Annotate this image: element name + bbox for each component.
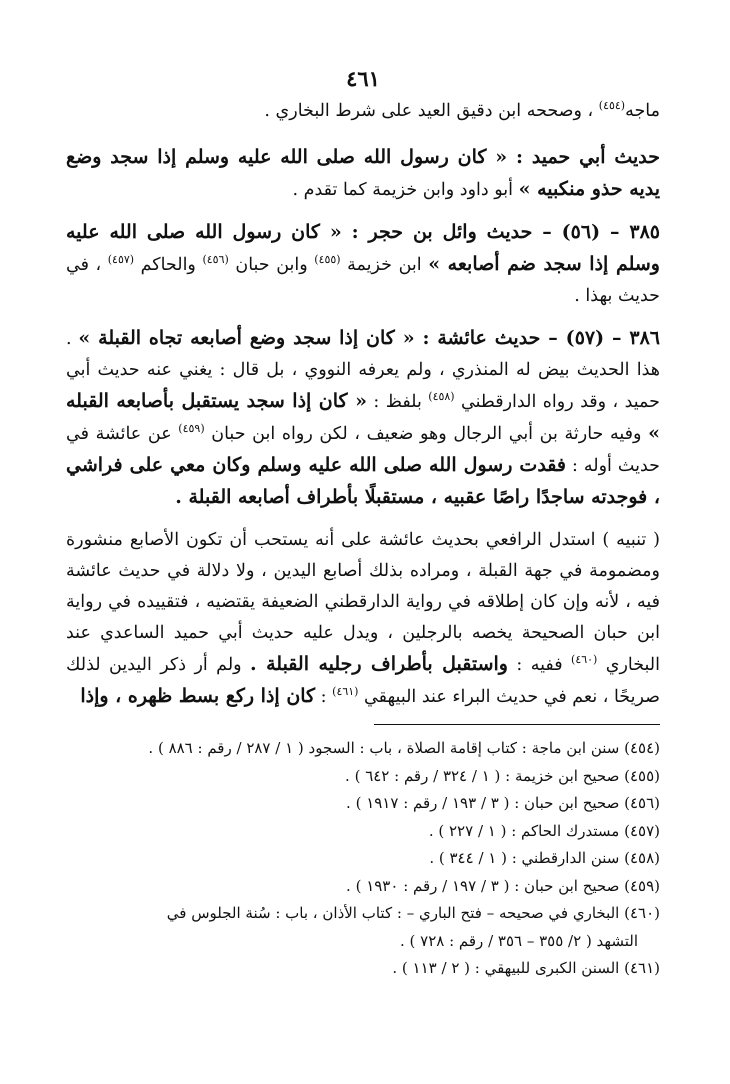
paragraph: ماجه$^{(٤٥٤)}$ ، وصححه ابن دقيق العيد على شرط البخاري . xyxy=(264,99,660,121)
footnote: (٤٦١) السنن الكبرى للبيهقي : ( ٢ / ١١٣ ) . xyxy=(392,959,660,977)
footnote: (٤٥٨) سنن الدارقطني : ( ١ / ٣٤٤ ) . xyxy=(429,849,660,867)
paragraph: ( تنبيه ) استدل الرافعي بحديث عائشة على أنه يستحب أن تكون الأصابع منشورة ومضمومة في جهة القبلة ، ومراده بذلك أصابع اليدين ، ولا دلالة في حديث عائشة فيه ، لأنه وإن كان إطلاقه في رواية الدارقطني الضعيفة يقتضيه ، فتقييده في رواية ابن حبان الصحيحة يخصه بالرجلين ، ويدل عليه حديث أبي حميد الساعدي عند البخاري $^{(٤٦٠)}$ ففيه : واستقبل بأطراف رجليه القبلة . ولم أر ذكر اليدين لذلك صريحًا ، نعم في حديث البراء عند البيهقي $^{(٤٦١)}$ : كان إذا ركع بسط ظهره ، وإذا xyxy=(66,530,661,707)
footnote: (٤٥٧) مستدرك الحاكم : ( ١ / ٢٢٧ ) . xyxy=(428,821,660,840)
paragraph: حديث أبي حميد : « كان رسول الله صلى الله عليه وسلم إذا سجد وضع يديه حذو منكبيه » أبو داود وابن خزيمة كما تقدم . xyxy=(66,146,660,200)
footnote-ref[interactable]: (٤٦١) xyxy=(332,685,359,699)
page-number: ٤٦١ xyxy=(346,66,380,91)
footnote-ref[interactable]: (٤٦٠) xyxy=(571,653,598,667)
main-text xyxy=(66,96,660,713)
footnote: (٤٥٤) سنن ابن ماجة : كتاب إقامة الصلاة ، باب : السجود ( ١ / ٢٨٧ / رقم : ٨٨٦ ) . xyxy=(148,739,660,757)
paragraph: ٣٨٦ – (٥٧) – حديث عائشة : « كان إذا سجد وضع أصابعه تجاه القبلة » . هذا الحديث بيض له المنذري ، ولم يعرفه النووي ، بل قال : يغني عنه حديث أبي حميد ، وقد رواه الدارقطني $^{(٤٥٨)}$ بلفظ : « كان إذا سجد يستقبل بأصابعه القبله » وفيه حارثة بن أبي الرجال وهو ضعيف ، لكن رواه ابن حبان $^{(٤٥٩)}$ عن عائشة في حديث أوله : فقدت رسول الله صلى الله عليه وسلم وكان معي على فراشي ، فوجدته ساجدًا راصًا عقبيه ، مستقبلًا بأطراف أصابعه القبلة . xyxy=(66,327,661,508)
footnote: (٤٦٠) البخاري في صحيحه – فتح الباري – : كتاب الأذان ، باب : سُنة الجلوس في xyxy=(166,904,660,922)
footnote-ref[interactable]: (٤٥٤) xyxy=(598,99,626,113)
footnote-continuation: التشهد ( ٢/ ٣٥٥ – ٣٥٦ / رقم : ٧٢٨ ) . xyxy=(399,931,638,950)
footnotes xyxy=(66,735,660,983)
footnote: (٤٥٦) صحيح ابن حبان : ( ٣ / ١٩٣ / رقم : ١٩١٧ ) . xyxy=(346,794,660,812)
footnote-ref[interactable]: (٤٥٦) xyxy=(202,253,229,267)
footnote-ref[interactable]: (٤٥٧) xyxy=(107,253,135,267)
footnote-divider xyxy=(374,724,660,725)
paragraph: ٣٨٥ – (٥٦) – حديث وائل بن حجر : « كان رسول الله صلى الله عليه وسلم إذا سجد ضم أصابعه » ابن خزيمة $^{(٤٥٥)}$ وابن حبان $^{(٤٥٦)}$ والحاكم $^{(٤٥٧)}$ ، في حديث بهذا . xyxy=(66,221,660,306)
footnote-ref[interactable]: (٤٥٩) xyxy=(178,422,205,436)
footnote: (٤٥٥) صحيح ابن خزيمة : ( ١ / ٣٢٤ / رقم : ٦٤٢ ) . xyxy=(345,766,660,785)
footnote: (٤٥٩) صحيح ابن حبان : ( ٣ / ١٩٧ / رقم : ١٩٣٠ ) . xyxy=(346,876,660,895)
footnote-ref[interactable]: (٤٥٨) xyxy=(428,390,455,404)
footnote-ref[interactable]: (٤٥٥) xyxy=(314,253,341,267)
